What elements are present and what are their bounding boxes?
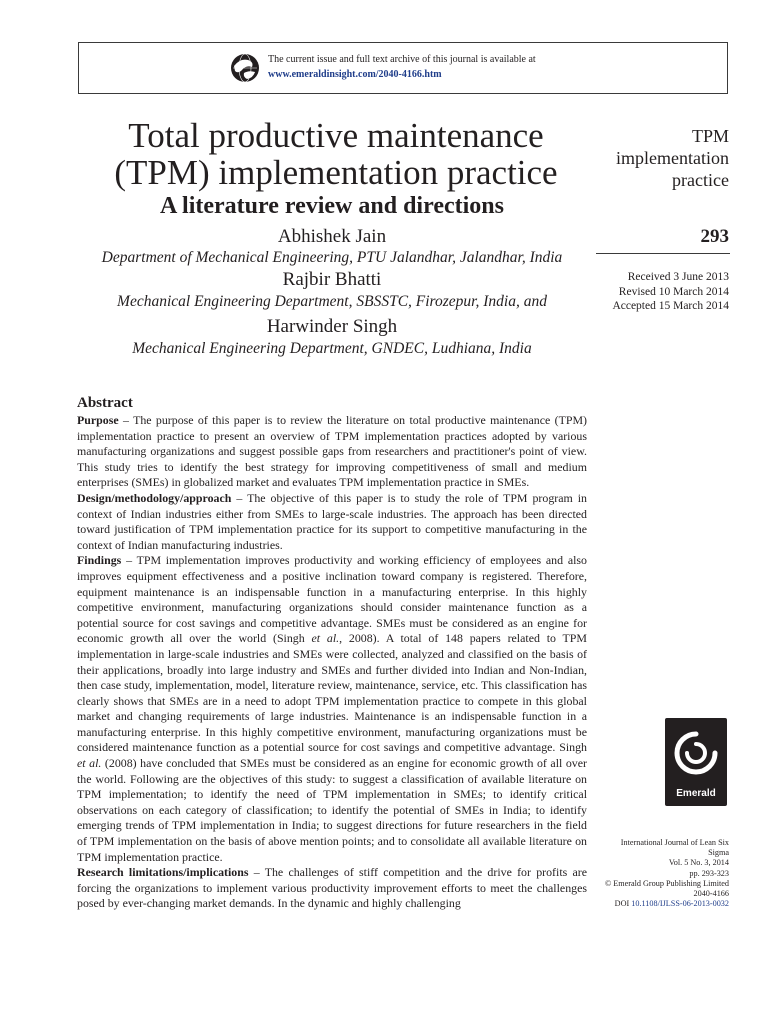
sidebar-divider: [596, 253, 730, 254]
running-title: [590, 125, 729, 191]
author-affiliation: Mechanical Engineering Department, GNDEC, Ludhiana, India: [132, 340, 532, 357]
section-text: – The challenges of stiff competition and the drive for profits are forcing the organizations to implement various productivity improvement efforts to meet the challenges posed by ever-changing market demands. In the dynamic and highly challenging: [77, 865, 588, 911]
section-label: Findings: [77, 553, 122, 568]
section-text: – The objective of this paper is to study the role of TPM program in context of Indian industries either from SMEs to large-scale industries. The approach has been directed toward justification of TPM implementation practice for its support to competitive manufacturing in the context of Indian manufacturing industries.: [77, 490, 587, 552]
section-label: Purpose: [77, 413, 119, 427]
emerald-globe-icon: [230, 53, 260, 83]
section-text: (2008) have concluded that SMEs must be considered as an engine for economic growth of all over the world. Following are the objectives of this study: to suggest a classification of available literature on TPM implementation; to identify the need of TPM implementation in SMEs; to identify critical observations on each category of classification; to identify the potential of SMEs in India; to identify emerging trends of TPM implementation in India; to suggest directions for future researchers in the field of TPM implementation on the basis of above mention points; and to consolidate all available literature on TPM implementation practice.: [77, 756, 587, 864]
accepted-date: Accepted 15 March 2014: [612, 300, 729, 312]
author-affiliation: Mechanical Engineering Department, SBSSTC, Firozepur, India, and: [117, 293, 547, 310]
logo-wordmark: Emerald: [676, 788, 716, 799]
abstract-heading: Abstract: [77, 395, 133, 411]
author-name: Harwinder Singh: [266, 316, 398, 337]
abstract-design: [77, 491, 587, 553]
emerald-logo: [665, 718, 727, 806]
author-name: Abhishek Jain: [277, 226, 387, 247]
received-date: Received 3 June 2013: [627, 271, 729, 283]
journal-name: International Journal of Lean Six: [620, 838, 729, 847]
author-name: Rajbir Bhatti: [282, 269, 382, 290]
journal-copyright: © Emerald Group Publishing Limited: [604, 878, 729, 888]
page-number: 293: [700, 226, 729, 247]
abstract-findings: [77, 553, 587, 865]
doi-label: DOI: [614, 899, 630, 909]
article-history: [590, 270, 729, 314]
journal-archive-box: [78, 42, 728, 94]
journal-info: [590, 838, 729, 909]
revised-date: Revised 10 March 2014: [618, 285, 729, 298]
section-text: , 2008). A total of 148 papers related to TPM implementation in large-scale industries and SMEs were collected, analyzed and classified on the basis of their applications, broadly into large industry and SMEs and further divided into Indian and Non-Indian, then case study, implementation, model, literature review, maintenance, service, etc. This classification has clearly shows that SMEs are in a need to adopt TPM implementation practice to compete in this global market and changing requirements of large industries. Maintenance is an indispensable function in a manufacturing enterprise. In this highly competitive environment, manufacturing organizations must be considered maintenance function as a potential source for cost savings and competitive advantage. Singh: [77, 631, 587, 755]
abstract-body: [77, 413, 587, 912]
abstract-purpose: [77, 413, 587, 491]
journal-issn: 2040-4166: [693, 889, 729, 899]
citation-etal: et al.: [311, 631, 340, 646]
running-title-line: implementation: [616, 148, 729, 168]
journal-name: Sigma: [708, 848, 729, 858]
running-title-line: practice: [672, 170, 729, 190]
article-subtitle: A literature review and directions: [160, 193, 504, 219]
journal-pages: pp. 293-323: [689, 868, 729, 878]
journal-volume: Vol. 5 No. 3, 2014: [668, 858, 729, 868]
section-text: – TPM implementation improves productivity and working efficiency of employees and also improves equipment effectiveness and a positive inclination toward company is registered. Therefore, equipment maintenance is an indispensable function in a manufacturing enterprise. In this highly competitive environment, manufacturing organizations should consider maintenance function as a potential source for cost savings and competitive advantage. SMEs must be considered as an engine for economic growth all over the world (Singh: [77, 553, 587, 646]
section-text: – The purpose of this paper is to review the literature on total productive maintenance (TPM) implementation practice to present an overview of TPM implementation practices adopted by various manufacturing organizations and suggest possible gaps from researchers and practitioner's point of view. This study tries to identify the best strategy for improving competitiveness of small and medium enterprises (SMEs) in globalized market and evaluates TPM implementation practice in SMEs.: [77, 413, 587, 490]
doi-link[interactable]: 10.1108/IJLSS-06-2013-0032: [631, 899, 729, 909]
section-label: Design/methodology/approach: [77, 490, 232, 505]
title-line-2: (TPM) implementation practice: [114, 153, 558, 192]
archive-text: The current issue and full text archive of this journal is available at: [268, 54, 536, 65]
author-affiliation: Department of Mechanical Engineering, PTU Jalandhar, Jalandhar, India: [101, 249, 563, 266]
section-label: Research limitations/implications: [77, 865, 249, 880]
article-title: [82, 117, 590, 191]
emerald-swirl-icon: [665, 722, 727, 784]
title-line-1: Total productive maintenance: [128, 116, 544, 155]
abstract-research: [77, 865, 587, 912]
archive-link[interactable]: www.emeraldinsight.com/2040-4166.htm: [268, 69, 442, 80]
citation-etal: et al.: [77, 756, 102, 771]
running-title-line: TPM: [691, 126, 729, 146]
